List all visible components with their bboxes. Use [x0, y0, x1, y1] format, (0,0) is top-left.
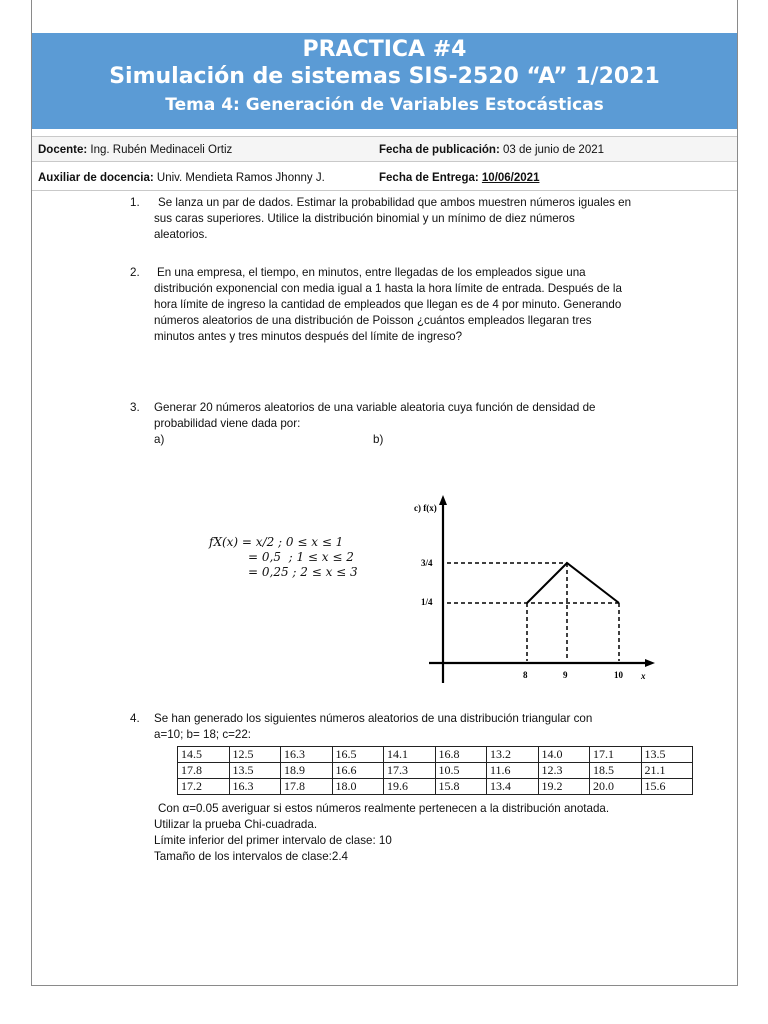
table-row	[178, 763, 693, 779]
graph-x-label-9: 9	[563, 670, 568, 680]
graph-y-low-label: 1/4	[421, 597, 433, 607]
q4-number: 4.	[130, 712, 140, 725]
table-cell: 21.1	[641, 763, 693, 779]
density-formula	[209, 535, 358, 580]
publication-date-value: 03 de junio de 2021	[502, 144, 605, 156]
table-cell: 11.6	[487, 763, 539, 779]
due-date-label: Fecha de Entrega:	[379, 172, 479, 184]
docente-value: Ing. Rubén Medinaceli Ortiz	[90, 144, 233, 156]
header-banner	[32, 33, 737, 129]
course-title: Simulación de sistemas SIS-2520 “A” 1/2021	[109, 64, 660, 89]
formula-line-3: = 0,25 ; 2 ≤ x ≤ 3	[248, 565, 358, 579]
q2-line: distribución exponencial con media igual a 1 hasta la hora límite de entrada. Después de la	[154, 282, 622, 295]
random-numbers-table	[177, 746, 693, 795]
publication-date-label: Fecha de publicación:	[379, 144, 500, 156]
q2-line: En una empresa, el tiempo, en minutos, entre llegadas de los empleados sigue una	[157, 266, 586, 279]
table-cell: 13.5	[229, 763, 281, 779]
docente-label: Docente:	[38, 144, 88, 156]
table-cell: 15.8	[435, 779, 487, 795]
y-axis-arrow	[439, 495, 447, 505]
table-cell: 10.5	[435, 763, 487, 779]
table-cell: 20.0	[590, 779, 642, 795]
density-curve	[527, 563, 619, 603]
q2-line: hora límite de ingreso la cantidad de empleados que llegan es de 4 por minuto. Generando	[154, 298, 622, 311]
auxiliar-label: Auxiliar de docencia:	[38, 172, 154, 184]
option-a-label: a)	[154, 433, 165, 446]
q4-instruction-line: Con α=0.05 averiguar si estos números realmente pertenecen a la distribución anotada.	[158, 802, 610, 815]
due-date-value: 10/06/2021	[481, 172, 540, 184]
q3-number: 3.	[130, 401, 140, 414]
question-1	[154, 195, 664, 243]
q2-line: minutos antes y tres minutos después del límite de ingreso?	[154, 330, 463, 343]
table-cell: 16.3	[229, 779, 281, 795]
q2-line: números aleatorios de una distribución de Poisson ¿cuántos empleados llegaran tres	[154, 314, 592, 327]
table-cell: 17.8	[281, 779, 333, 795]
graph-x-label-10: 10	[614, 670, 623, 680]
question-4-instructions	[154, 801, 694, 865]
table-cell: 17.3	[384, 763, 436, 779]
table-cell: 14.0	[538, 747, 590, 763]
table-row	[178, 747, 693, 763]
question-3	[154, 400, 664, 432]
table-cell: 15.6	[641, 779, 693, 795]
formula-line-1: fX(x) = x/2 ; 0 ≤ x ≤ 1	[209, 535, 344, 549]
question-4	[154, 711, 674, 743]
graph-y-label: c) f(x)	[414, 503, 437, 513]
topic-title: Tema 4: Generación de Variables Estocásticas	[165, 95, 604, 115]
formula-line-2: = 0,5 ; 1 ≤ x ≤ 2	[248, 550, 354, 564]
table-cell: 17.8	[178, 763, 230, 779]
table-cell: 14.5	[178, 747, 230, 763]
table-cell: 16.5	[332, 747, 384, 763]
table-cell: 13.2	[487, 747, 539, 763]
graph-x-label-8: 8	[523, 670, 528, 680]
table-cell: 18.0	[332, 779, 384, 795]
q4-instruction-line: Límite inferior del primer intervalo de clase: 10	[154, 834, 392, 847]
q4-instruction-line: Utilizar la prueba Chi-cuadrada.	[154, 818, 318, 831]
table-cell: 12.3	[538, 763, 590, 779]
table-cell: 13.4	[487, 779, 539, 795]
auxiliar-value: Univ. Mendieta Ramos Jhonny J.	[156, 172, 325, 184]
table-cell: 12.5	[229, 747, 281, 763]
graph-y-high-label: 3/4	[421, 558, 433, 568]
table-cell: 14.1	[384, 747, 436, 763]
q3-line: Generar 20 números aleatorios de una variable aleatoria cuya función de densidad de	[154, 401, 596, 414]
density-graph	[414, 493, 657, 693]
table-cell: 18.5	[590, 763, 642, 779]
practice-title: PRACTICA #4	[302, 37, 467, 62]
table-cell: 19.2	[538, 779, 590, 795]
option-b-label: b)	[373, 433, 384, 446]
info-row-docente	[32, 136, 737, 162]
table-cell: 16.3	[281, 747, 333, 763]
table-cell: 19.6	[384, 779, 436, 795]
table-cell: 18.9	[281, 763, 333, 779]
graph-x-axis-label: x	[641, 671, 646, 681]
q1-line: Se lanza un par de dados. Estimar la probabilidad que ambos muestren números iguales en	[158, 196, 632, 209]
q1-number: 1.	[130, 196, 140, 209]
table-cell: 16.8	[435, 747, 487, 763]
table-cell: 17.2	[178, 779, 230, 795]
q1-line: aleatorios.	[154, 228, 208, 241]
table-cell: 17.1	[590, 747, 642, 763]
table-cell: 13.5	[641, 747, 693, 763]
q3-line: probabilidad viene dada por:	[154, 417, 301, 430]
q4-line: Se han generado los siguientes números aleatorios de una distribución triangular con	[154, 712, 593, 725]
document-page	[31, 0, 738, 986]
info-row-auxiliar	[32, 165, 737, 191]
q1-line: sus caras superiores. Utilice la distribución binomial y un mínimo de diez números	[154, 212, 575, 225]
q2-number: 2.	[130, 266, 140, 279]
x-axis-arrow	[645, 659, 655, 667]
q4-line: a=10; b= 18; c=22:	[154, 728, 252, 741]
table-row	[178, 779, 693, 795]
q4-instruction-line: Tamaño de los intervalos de clase:2.4	[154, 850, 348, 863]
question-2	[154, 265, 674, 345]
table-cell: 16.6	[332, 763, 384, 779]
